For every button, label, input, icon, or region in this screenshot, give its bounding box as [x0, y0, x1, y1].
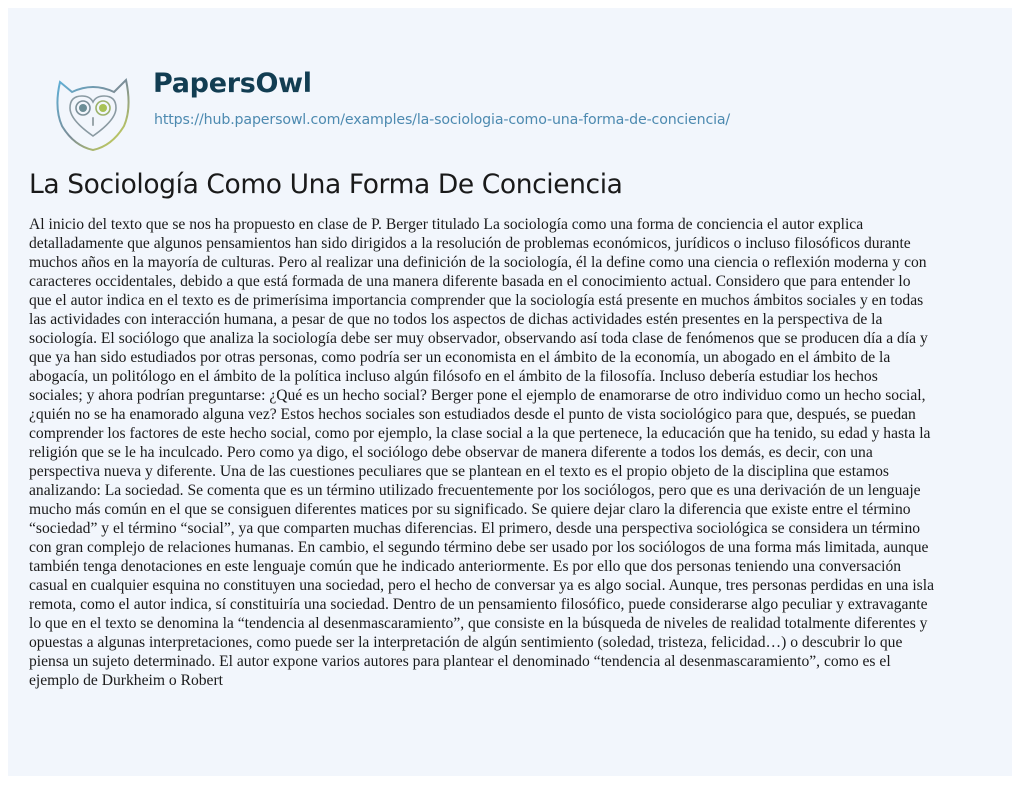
- text-line: analizando: La sociedad. Se comenta que es un término utilizado frecuentemente por los sociólogos, pero que es una derivación de un lenguaje: [29, 482, 921, 499]
- text-line: abogacía, un politólogo en el ámbito de la política incluso algún filósofo en el ámbito de la filosofía. Incluso debería estudiar los hechos: [29, 368, 878, 385]
- text-line: piensa un sujeto determinado. El autor expone varios autores para plantear el denominado “tendencia al desenmascaramiento”, como es el: [29, 653, 891, 670]
- text-line: que ya han sido estudiados por otras personas, como podría ser un economista en el ámbito de la economía, un abogado en el ámbito de la: [29, 349, 891, 366]
- owl-logo-icon: [50, 68, 136, 154]
- text-line: perspectiva nueva y diferente. Una de las cuestiones peculiares que se plantean en el texto es el propio objeto de la disciplina que estamos: [29, 463, 889, 480]
- text-line: religión que se le ha inculcado. Pero como ya digo, el sociólogo debe observar de manera diferente a todos los demás, es decir, con una: [29, 444, 873, 461]
- text-line: opuestas a algunas interpretaciones, como puede ser la interpretación de algún sentimiento (soledad, tristeza, felicidad…) o descubrir lo que: [29, 634, 903, 651]
- source-url[interactable]: https://hub.papersowl.com/examples/la-sociologia-como-una-forma-de-conciencia/: [154, 112, 731, 128]
- text-line: ejemplo de Durkheim o Robert: [29, 672, 224, 689]
- text-line: “sociedad” y el término “social”, ya que comparten muchas diferencias. El primero, desde una perspectiva sociológica se considera un término: [29, 520, 921, 537]
- text-line: comprender los factores de este hecho social, como por ejemplo, la clase social a la que pertenece, la educación que ha tenido, su edad y hasta la: [29, 425, 931, 442]
- site-header: [8, 8, 1012, 153]
- text-line: caracteres occidentales, debido a que está formada de una manera diferente basada en el conocimiento actual. Considero que para entender lo: [29, 273, 911, 290]
- text-line: Al inicio del texto que se nos ha propuesto en clase de P. Berger titulado La sociología como una forma de conciencia el autor explica: [29, 216, 864, 233]
- text-line: remota, como el autor indica, sí constituiría una sociedad. Dentro de un pensamiento filosófico, puede considerarse algo peculiar y extravagante: [29, 596, 928, 613]
- text-line: ¿quién no se ha enamorado alguna vez? Estos hechos sociales son estudiados desde el punto de vista sociológico para que, después, se puedan: [29, 406, 916, 423]
- page-title: La Sociología Como Una Forma De Conciencia: [29, 169, 623, 200]
- text-line: casual en cualquier esquina no constituyen una sociedad, pero el hecho de conversar ya es algo social. Aunque, tres personas perdidas en una isla: [29, 577, 934, 594]
- text-line: detalladamente que algunos pensamientos han sido dirigidos a la resolución de problemas económicos, jurídicos o incluso filosóficos durante: [29, 235, 911, 252]
- text-line: sociología. El sociólogo que analiza la sociología debe ser muy observador, observando así toda clase de fenómenos que se producen día a día y: [29, 330, 928, 347]
- brand-name[interactable]: PapersOwl: [153, 68, 312, 99]
- text-line: las actividades con interacción humana, a pesar de que no todos los aspectos de dichas actividades estén presentes en la perspectiva de la: [29, 311, 883, 328]
- text-line: lo que en el texto se denomina la “tendencia al desenmascaramiento”, que consiste en la búsqueda de niveles de realidad totalmente diferentes y: [29, 615, 928, 632]
- text-line: sociales; y ahora podrían preguntarse: ¿Qué es un hecho social? Berger pone el ejemplo de enamorarse de otro individuo como un hecho social,: [29, 387, 926, 404]
- text-line: muchos años en la mayoría de culturas. Pero al realizar una definición de la sociología, él la define como una ciencia o reflexión moderna y con: [29, 254, 927, 271]
- text-line: que el autor indica en el texto es de primerísima importancia comprender que la sociología está presente en muchos ámbitos sociales y en todas: [29, 292, 924, 309]
- article-body: [29, 215, 1004, 690]
- text-line: mucho más común en el que se consiguen diferentes matices por su significado. Se quiere dejar claro la diferencia que existe entre el término: [29, 501, 911, 518]
- text-line: con gran complejo de relaciones humanas. En cambio, el segundo término debe ser usado por los sociólogos de una forma más limitada, aunque: [29, 539, 929, 556]
- text-line: también tenga denotaciones en este lenguaje común que he indicado anteriormente. Es por ello que dos personas teniendo una conversación: [29, 558, 902, 575]
